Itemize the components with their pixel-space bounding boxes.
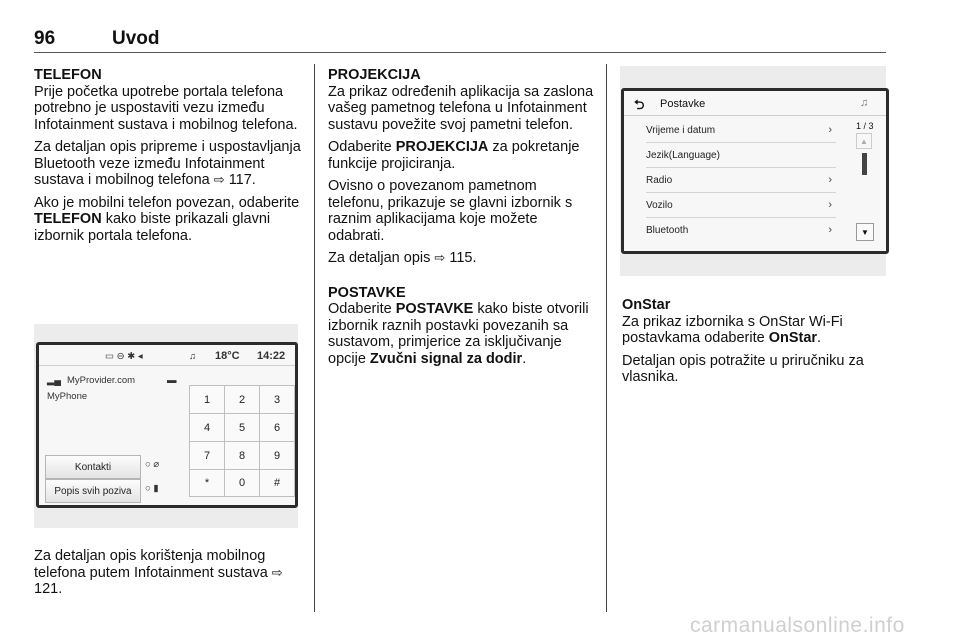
page-indicator: 1 / 3 <box>856 121 874 131</box>
contacts-button[interactable]: Kontakti <box>45 455 141 479</box>
paragraph: Ovisno o povezanom pametnom telefonu, prikazuje se glavni izbornik s raznim aplikacijama koje možete odabrati. <box>328 178 573 244</box>
section-heading-postavke: POSTAVKE <box>328 284 406 301</box>
paragraph: Za detaljan opis pripreme i uspostavljanja Bluetooth veze između Infotainment sustava i mobilnog telefona ⇨ 117. <box>34 139 301 188</box>
keypad-key[interactable]: 2 <box>224 385 260 415</box>
page-ref-icon: ⇨ <box>434 250 446 265</box>
scroll-up-button[interactable]: ▲ <box>856 133 872 149</box>
call-list-button[interactable]: Popis svih poziva <box>45 479 141 503</box>
column-1 <box>34 67 302 250</box>
page-ref-link[interactable]: 117. <box>228 172 256 188</box>
paragraph: Za detaljan opis ⇨ 115. <box>328 250 477 266</box>
keypad-key[interactable]: 3 <box>259 385 295 415</box>
page-ref-icon: ⇨ <box>213 172 225 187</box>
chevron-right-icon: › <box>828 199 832 211</box>
keypad-key[interactable]: 1 <box>189 385 225 415</box>
column-divider-1 <box>314 64 315 612</box>
temperature: 18°C <box>215 350 240 362</box>
paragraph: Detaljan opis potražite u priručniku za vlasnika. <box>622 352 864 385</box>
chevron-right-icon: › <box>828 124 832 136</box>
keypad-key[interactable]: 9 <box>259 441 295 471</box>
page-ref-icon: ⇨ <box>271 564 283 580</box>
clock: 14:22 <box>257 350 286 362</box>
keypad-key[interactable]: 5 <box>224 413 260 443</box>
column-divider-2 <box>606 64 607 612</box>
scrollbar-thumb[interactable] <box>862 153 867 175</box>
settings-menu-item[interactable]: Vozilo › <box>646 193 836 218</box>
device-name: MyPhone <box>47 391 88 402</box>
section-heading-telefon: TELEFON <box>34 67 102 83</box>
handsfree-icon[interactable]: ○ ▮ <box>145 483 159 494</box>
back-icon[interactable]: ⮌ <box>634 97 645 112</box>
phone-screen-frame <box>36 342 298 508</box>
keypad-key[interactable]: * <box>189 469 225 497</box>
page-number: 96 <box>34 28 56 49</box>
page-ref-link[interactable]: 121. <box>34 581 63 597</box>
paragraph: Za detaljan opis korištenja mobilnog telefona putem Infotainment sustava ⇨ 121. <box>34 548 283 597</box>
provider-name: MyProvider.com <box>67 375 136 386</box>
bold-term: TELEFON <box>34 211 102 227</box>
settings-menu-item[interactable]: Vrijeme i datum › <box>646 118 836 143</box>
music-icon: ♫ <box>860 97 869 109</box>
paragraph: Za prikaz određenih aplikacija sa zaslona vašeg pametnog telefona u Infotainment sustavu povežite svoj pametni telefon. <box>328 83 594 133</box>
music-icon: ♫ <box>189 351 197 362</box>
battery-icon: ▬ <box>167 375 177 386</box>
keypad-key[interactable]: 7 <box>189 441 225 471</box>
page-ref-link[interactable]: 115. <box>449 250 477 266</box>
settings-title: Postavke <box>660 98 706 110</box>
status-divider <box>39 365 295 366</box>
section-heading-projekcija: PROJEKCIJA <box>328 67 421 83</box>
keypad-key[interactable]: 8 <box>224 441 260 471</box>
keypad-key[interactable]: 0 <box>224 469 260 497</box>
page-title: Uvod <box>112 28 160 49</box>
settings-menu-item[interactable]: Radio › <box>646 168 836 193</box>
settings-menu-item[interactable]: Bluetooth › <box>646 224 832 236</box>
header-rule <box>34 52 886 53</box>
bold-term: POSTAVKE <box>395 301 474 317</box>
column-1-caption <box>34 548 302 604</box>
column-3 <box>622 297 888 392</box>
paragraph: Prije početka upotrebe portala telefona potrebno je uspostaviti vezu između Infotainment sustava i mobilnog telefona. <box>34 83 298 133</box>
paragraph: Ako je mobilni telefon povezan, odaberite TELEFON kako biste prikazali glavni izbornik portala telefona. <box>34 194 300 244</box>
watermark: carmanualsonline.info <box>690 614 905 637</box>
bold-term: OnStar <box>768 330 818 346</box>
paragraph: Odaberite POSTAVKE kako biste otvorili izbornik raznih postavki povezanih sa sustavom, primjerice za isključivanje opcije Zvučni signal za dodir. <box>328 301 589 367</box>
section-heading-onstar: OnStar <box>622 297 671 313</box>
mic-mute-icon[interactable]: ○ ⌀ <box>145 459 160 470</box>
column-2 <box>328 67 596 373</box>
bold-term: Zvučni signal za dodir <box>369 350 523 367</box>
scroll-down-button[interactable]: ▼ <box>856 223 874 241</box>
bold-term: PROJEKCIJA <box>395 139 489 155</box>
status-icons: ▭ ⊖ ✱ ◂ <box>105 351 143 362</box>
chevron-right-icon: › <box>828 174 832 186</box>
signal-icon: ▂▄ <box>47 375 62 386</box>
paragraph: Odaberite PROJEKCIJA za pokretanje funkcije projiciranja. <box>328 139 580 172</box>
keypad-key[interactable]: # <box>259 469 295 497</box>
keypad-key[interactable]: 4 <box>189 413 225 443</box>
settings-menu-item[interactable]: Jezik(Language) <box>646 143 836 168</box>
chevron-right-icon: › <box>828 224 832 236</box>
paragraph: Za prikaz izbornika s OnStar Wi-Fi postavkama odaberite OnStar. <box>622 313 843 346</box>
keypad-key[interactable]: 6 <box>259 413 295 443</box>
title-divider <box>624 115 886 116</box>
